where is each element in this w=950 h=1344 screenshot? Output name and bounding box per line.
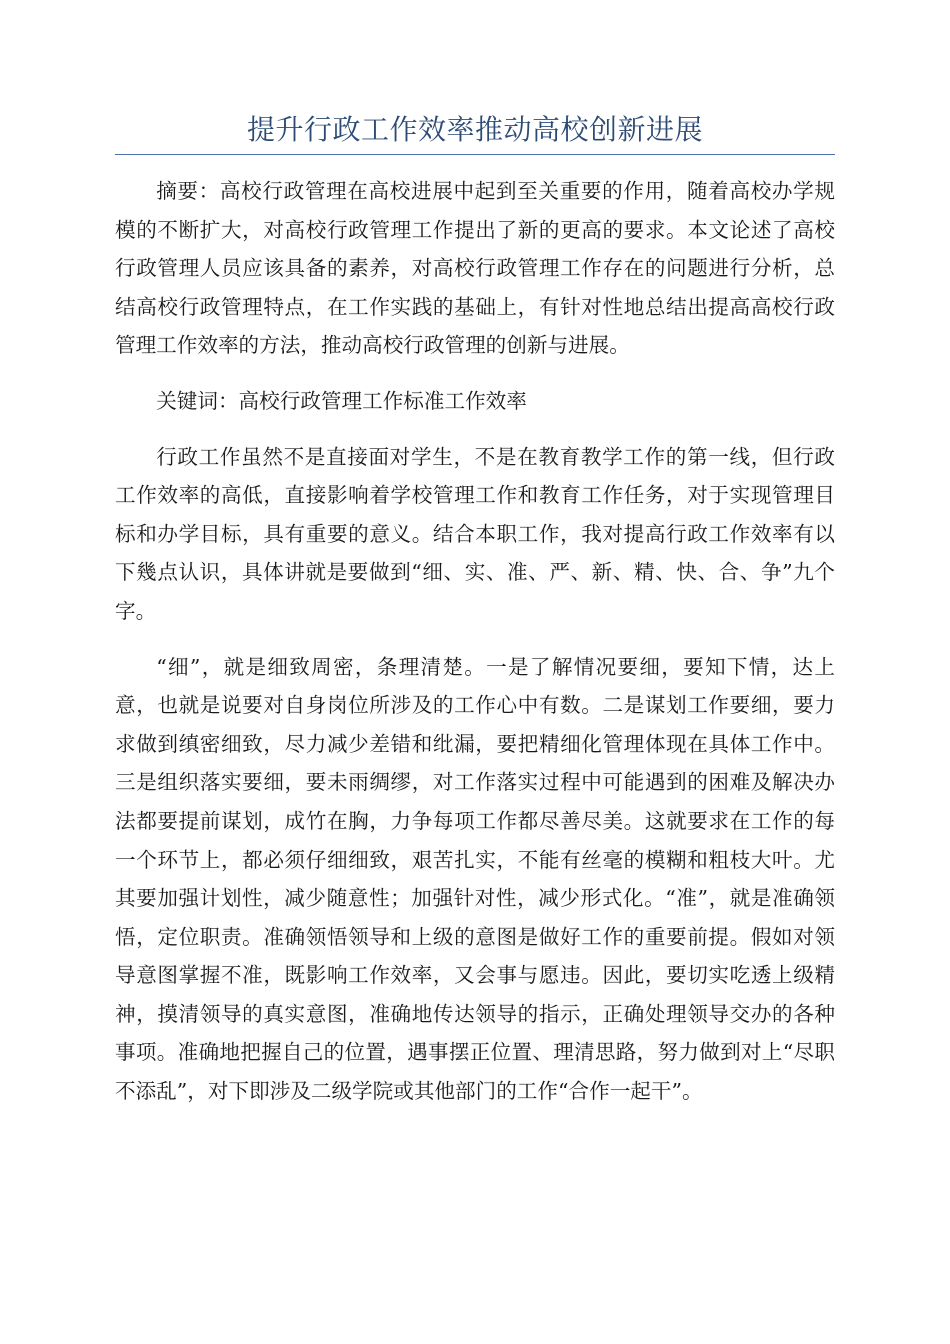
keywords-paragraph: 关键词：高校行政管理工作标准工作效率 — [156, 388, 527, 413]
detail-paragraph: “细”，就是细致周密，条理清楚。一是了解情况要细，要知下情，达上意，也就是说要对自身岗位所涉及的工作心中有数。二是谋划工作要细，要力求做到缜密细致，尽力减少差错和纰漏，要把精细化管理体现在具体工作中。三是组织落实要细，要未雨绸缪，对工作落实过程中可能遇到的困难及解决办法都要提前谋划，成竹在胸，力争每项工作都尽善尽美。这就要求在工作的每一个环节上，都必须仔细细致，艰苦扎实，不能有丝毫的模糊和粗枝大叶。尤其要加强计划性，减少随意性；加强针对性，减少形式化。“准”，就是准确领悟，定位职责。准确领悟领导和上级的意图是做好工作的重要前提。假如对领导意图掌握不准，既影响工作效率，又会事与愿违。因此，要切实吃透上级精神，摸清领导的真实意图，准确地传达领导的指示，正确处理领导交办的各种事项。准确地把握自己的位置，遇事摆正位置、理清思路，努力做到对上“尽职不添乱”，对下即涉及二级学院或其他部门的工作“合作一起干”。 — [115, 654, 835, 1104]
abstract-paragraph: 摘要：高校行政管理在高校进展中起到至关重要的作用，随着高校办学规模的不断扩大，对高校行政管理工作提出了新的更高的要求。本文论述了高校行政管理人员应该具备的素养，对高校行政管理工作存在的问题进行分析，总结高校行政管理特点，在工作实践的基础上，有针对性地总结出提高高校行政管理工作效率的方法，推动高校行政管理的创新与进展。 — [115, 179, 835, 358]
document-body — [115, 172, 835, 1111]
title-underline — [115, 154, 835, 155]
document-title: 提升行政工作效率推动高校创新进展 — [246, 113, 703, 146]
intro-paragraph: 行政工作虽然不是直接面对学生，不是在教育教学工作的第一线，但行政工作效率的高低，直接影响着学校管理工作和教育工作任务，对于实现管理目标和办学目标，具有重要的意义。结合本职工作，我对提高行政工作效率有以下幾点认识，具体讲就是要做到“细、实、准、严、新、精、快、合、争”九个字。 — [115, 444, 835, 623]
